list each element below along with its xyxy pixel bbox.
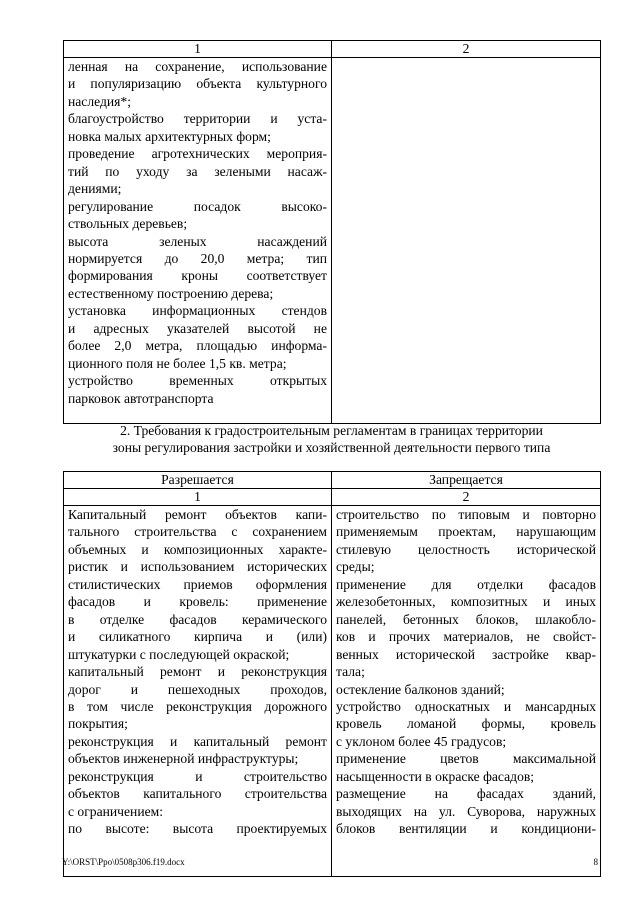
text-line: ков и прочих материалов, не свойст-	[336, 629, 596, 645]
page-number: 8	[593, 857, 598, 867]
text-line: установка информационных стендов	[68, 303, 327, 319]
text-line: формирования кроны соответствует	[68, 268, 327, 284]
text-line: ленная на сохранение, использование	[68, 59, 327, 74]
column-number-2: 2	[332, 489, 601, 506]
text-line: панелей, бетонных блоков, шлакобло-	[336, 611, 596, 627]
text-line: капитальный ремонт и реконструкция	[68, 664, 327, 680]
text-line: естественному построению дерева;	[68, 285, 274, 301]
text-line: по высоте: высота проектируемых	[68, 821, 327, 837]
text-line: выходящих на ул. Суворова, наружных	[336, 803, 596, 819]
text-line: тий по уходу за зелеными насаж-	[68, 163, 327, 179]
text-line: в отделке фасадов керамического	[68, 611, 327, 627]
text-line: благоустройство территории и уста-	[68, 111, 327, 127]
text-line: дорог и пешеходных проходов,	[68, 681, 327, 697]
text-line: ционного поля не более 1,5 кв. метра;	[68, 355, 287, 371]
text-line: высота зеленых насаждений	[68, 233, 327, 249]
text-line: венных исторической застройке квар-	[336, 646, 596, 662]
text-line: штукатурки с последующей окраской;	[68, 646, 290, 662]
section-heading	[63, 422, 600, 456]
header-allowed: Разрешается	[64, 472, 332, 489]
text-line: ристик и использованием исторических	[68, 559, 327, 575]
text-line: объектов капитального строительства	[68, 786, 327, 802]
text-line: стилистических приемов оформления	[68, 576, 327, 592]
text-line: железобетонных, композитных и иных	[336, 594, 596, 610]
text-line: применение для отделки фасадов	[336, 576, 596, 592]
text-line: применяемым проектам, нарушающим	[336, 524, 596, 540]
column-header-2: 2	[332, 41, 601, 58]
table-continuation	[63, 40, 601, 424]
text-line: кровель ломаной формы, кровель	[336, 716, 596, 732]
table-cell-allowed	[64, 506, 332, 877]
text-line: насыщенности в окраске фасадов;	[336, 768, 535, 784]
footer-file-path: Y:\ORST\Ppo\0508p306.f19.docx	[62, 857, 185, 867]
text-line: новка малых архитектурных форм;	[68, 128, 271, 144]
table-cell-prohibited	[332, 506, 601, 877]
text-line: более 2,0 метра, площадью информа-	[68, 338, 327, 354]
text-line: устройство временных открытых	[68, 373, 327, 389]
text-line: объектов инженерной инфраструктуры;	[68, 751, 299, 767]
text-line: строительство по типовым и повторно	[336, 507, 596, 522]
text-line: тального строительства с сохранением	[68, 524, 327, 540]
text-line: в том числе реконструкция дорожного	[68, 698, 327, 714]
text-line: тала;	[336, 664, 365, 680]
text-line: проведение агротехнических мероприя-	[68, 146, 327, 162]
section-heading-line-2: зоны регулирования застройки и хозяйственной деятельности первого типа	[112, 440, 551, 455]
text-line: размещение на фасадах зданий,	[336, 786, 596, 802]
text-line: и адресных указателей высотой не	[68, 320, 327, 336]
text-line: остекление балконов зданий;	[336, 681, 505, 697]
table-cell-col1	[64, 58, 332, 424]
text-line: объемных и композиционных характе-	[68, 541, 327, 557]
text-line: стилевую целостность исторической	[336, 541, 596, 557]
table-cell-col2	[332, 58, 601, 424]
text-line: реконструкция и строительство	[68, 768, 327, 784]
text-line: фасадов и кровель: применение	[68, 594, 327, 610]
text-line: парковок автотранспорта	[68, 390, 214, 406]
text-line: и силикатного кирпича и (или)	[68, 629, 327, 645]
text-line: регулирование посадок высоко-	[68, 198, 327, 214]
text-line: ствольных деревьев;	[68, 216, 188, 232]
column-header-1: 1	[64, 41, 332, 58]
text-line: и популяризацию объекта культурного	[68, 76, 327, 92]
text-line: дениями;	[68, 181, 122, 197]
text-line: нормируется до 20,0 метра; тип	[68, 250, 327, 266]
table-requirements	[63, 471, 601, 877]
section-heading-line-1: 2. Требования к градостроительным регламентам в границах территории	[120, 423, 543, 438]
text-line: применение цветов максимальной	[336, 751, 596, 767]
text-line: наследия*;	[68, 93, 131, 109]
text-line: реконструкция и капитальный ремонт	[68, 733, 327, 749]
text-line: блоков вентиляции и кондициони-	[336, 821, 596, 837]
column-number-1: 1	[64, 489, 332, 506]
header-prohibited: Запрещается	[332, 472, 601, 489]
text-line: покрытия;	[68, 716, 128, 732]
text-line: с ограничением:	[68, 803, 164, 819]
text-line: среды;	[336, 559, 375, 575]
text-line: устройство односкатных и мансардных	[336, 698, 596, 714]
text-line: Капитальный ремонт объектов капи-	[68, 507, 327, 522]
text-line: с уклоном более 45 градусов;	[336, 733, 507, 749]
